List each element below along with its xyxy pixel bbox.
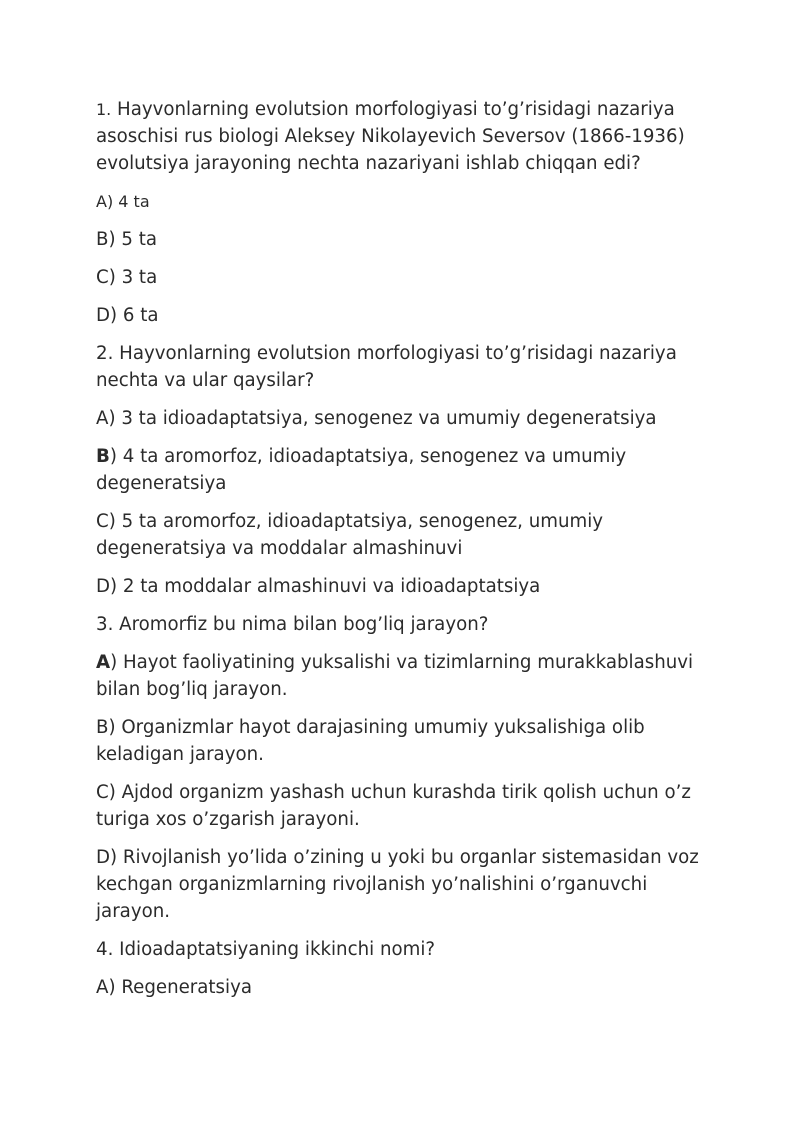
question-text: Hayvonlarning evolutsion morfologiyasi to’g’risidagi nazariya asoschisi rus biologi Aleksey Nikolayevich Seversov (1866-1936) evolutsiya jarayoning nechta nazariyani ishlab chiqqan edi? — [96, 99, 685, 174]
option-text: ) Ajdod organizm yashash uchun kurashda tirik qolish uchun o’z turiga xos o’zgarish jarayoni. — [96, 782, 691, 830]
option-1d — [96, 302, 716, 329]
option-1c — [96, 264, 716, 291]
option-letter: A — [96, 192, 107, 211]
option-text: ) 3 ta — [108, 267, 158, 288]
option-text: ) Organizmlar hayot darajasining umumiy yuksalishiga olib keladigan jarayon. — [96, 717, 645, 765]
question-4 — [96, 936, 716, 963]
option-text: ) 4 ta — [106, 192, 150, 211]
question-number: 2. — [96, 343, 114, 364]
option-text: ) Regeneratsiya — [108, 977, 252, 998]
question-2 — [96, 340, 716, 394]
option-3a — [96, 649, 716, 703]
option-2a — [96, 405, 716, 432]
option-2d — [96, 573, 716, 600]
option-letter: B — [96, 717, 109, 738]
option-3c — [96, 779, 716, 833]
question-text: Hayvonlarning evolutsion morfologiyasi to’g’risidagi nazariya nechta va ular qaysilar? — [96, 343, 677, 391]
option-letter: B — [96, 229, 109, 250]
option-text: ) 4 ta aromorfoz, idioadaptatsiya, senogenez va umumiy degeneratsiya — [96, 446, 627, 494]
option-2c — [96, 508, 716, 562]
option-letter: D — [96, 847, 111, 868]
option-1b — [96, 226, 716, 253]
option-text: ) 5 ta aromorfoz, idioadaptatsiya, senogenez, umumiy degeneratsiya va moddalar almashinuvi — [96, 511, 604, 559]
question-text: Idioadaptatsiyaning ikkinchi nomi? — [113, 939, 436, 960]
option-letter: C — [96, 511, 109, 532]
option-text: ) Rivojlanish yo’lida o’zining u yoki bu organlar sistemasidan voz kechgan organizmlarning rivojlanish yo’nalishini o’rganuvchi jarayon. — [96, 847, 699, 922]
option-letter: A — [96, 977, 109, 998]
option-3d — [96, 844, 716, 925]
option-2b — [96, 443, 716, 497]
option-text: ) 3 ta idioadaptatsiya, senogenez va umumiy degeneratsiya — [108, 408, 657, 429]
option-3b — [96, 714, 716, 768]
option-text: ) Hayot faoliyatining yuksalishi va tizimlarning murakkablashuvi bilan bog’liq jarayon. — [96, 652, 694, 700]
option-text: ) 5 ta — [108, 229, 157, 250]
option-letter: D — [96, 576, 111, 597]
question-text: Aromorfiz bu nima bilan bog’liq jarayon? — [113, 614, 489, 635]
option-4a — [96, 974, 716, 1001]
document-page — [96, 96, 716, 1012]
question-number: 3. — [96, 614, 114, 635]
question-number: 4. — [96, 939, 114, 960]
option-letter: D — [96, 305, 111, 326]
question-number: 1. — [96, 100, 112, 119]
option-text: ) 6 ta — [110, 305, 159, 326]
option-letter: A — [96, 652, 111, 673]
option-letter: B — [96, 446, 110, 467]
option-text: ) 2 ta moddalar almashinuvi va idioadaptatsiya — [110, 576, 541, 597]
option-letter: C — [96, 782, 109, 803]
option-letter: C — [96, 267, 109, 288]
question-1 — [96, 96, 716, 177]
option-letter: A — [96, 408, 109, 429]
option-1a — [96, 188, 716, 215]
question-3 — [96, 611, 716, 638]
